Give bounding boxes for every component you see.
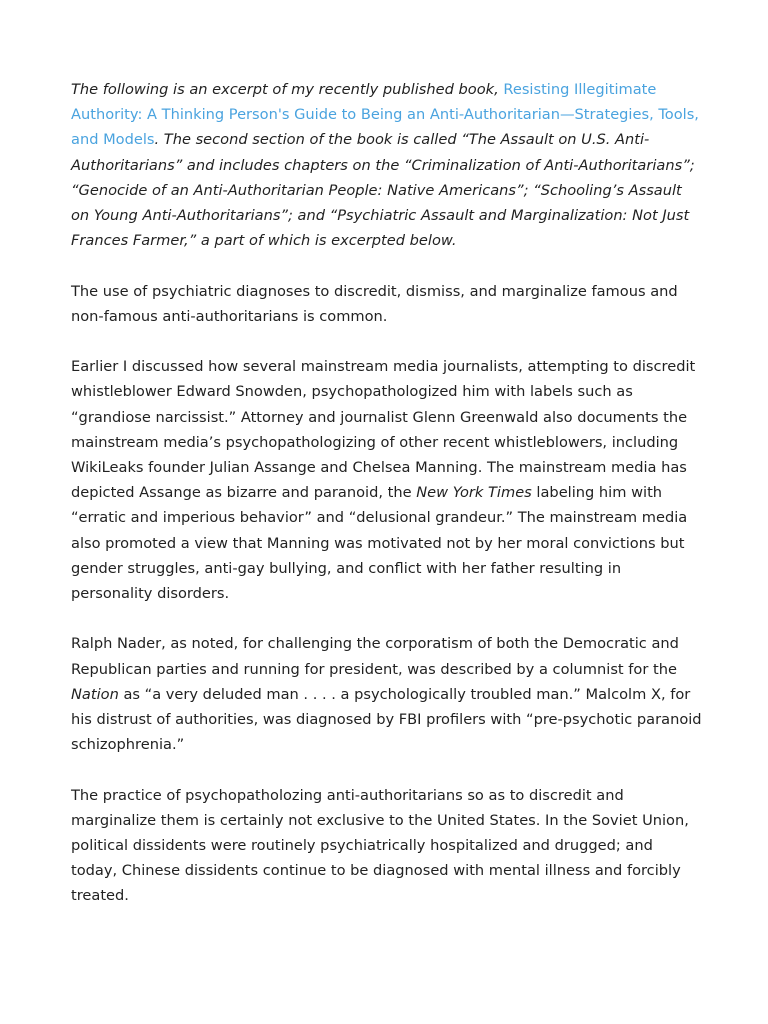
book-title-link[interactable]: Resisting Illegitimate Authority: A Thinking Person's Guide to Being an Anti-Authoritarian—Strategies, Tools, and Models (71, 81, 699, 149)
paragraph-4: The practice of psychopatholozing anti-authoritarians so as to discredit and marginalize them is certainly not exclusive to the United States. In the Soviet Union, political dissidents were routinely psychiatrically hospitalized and drugged; and today, Chinese dissidents continue to be diagnosed with mental illness and forcibly treated. (71, 786, 689, 905)
paragraph-2-publication: New York Times (416, 484, 532, 502)
intro-lead: The following is an excerpt of my recently published book, (71, 81, 504, 98)
paragraph-2-text-a: Earlier I discussed how several mainstream media journalists, attempting to discredit whistleblower Edward Snowden, psychopathologized him with labels such as “grandiose narcissist.” Attorney and journalist Glenn Greenwald also documents the mainstream media’s psychopathologizing of other recent whistleblowers, including WikiLeaks founder Julian Assange and Chelsea Manning. The mainstream media has depicted Assange as bizarre and paranoid, the (71, 358, 696, 502)
paragraph-3-publication: Nation (71, 685, 119, 703)
intro-paragraph (71, 77, 703, 253)
article-body (71, 77, 703, 934)
paragraph-2 (71, 354, 703, 606)
paragraph-3-text-b: as “a very deluded man . . . . a psychologically troubled man.” Malcolm X, for his distrust of authorities, was diagnosed by FBI profilers with “pre-psychotic paranoid schizophrenia.” (71, 685, 702, 754)
paragraph-2-text-b: labeling him with “erratic and imperious behavior” and “delusional grandeur.” The mainstream media also promoted a view that Manning was motivated not by her moral convictions but gender struggles, anti-gay bullying, and conflict with her father resulting in personality disorders. (71, 484, 688, 603)
intro-rest: . The second section of the book is called “The Assault on U.S. Anti-Authoritarians” and includes chapters on the “Criminalization of Anti-Authoritarians”; “Genocide of an Anti-Authoritarian People: Native Americans”; “Schooling’s Assault on Young Anti-Authoritarians”; and “Psychiatric Assault and Marginalization: Not Just Frances Farmer,” a part of which is excerpted below. (71, 131, 695, 250)
paragraph-1: The use of psychiatric diagnoses to discredit, dismiss, and marginalize famous and non-famous anti-authoritarians is common. (71, 282, 678, 325)
paragraph-3 (71, 631, 703, 757)
paragraph-3-text-a: Ralph Nader, as noted, for challenging the corporatism of both the Democratic and Republican parties and running for president, was described by a columnist for the (71, 635, 679, 678)
